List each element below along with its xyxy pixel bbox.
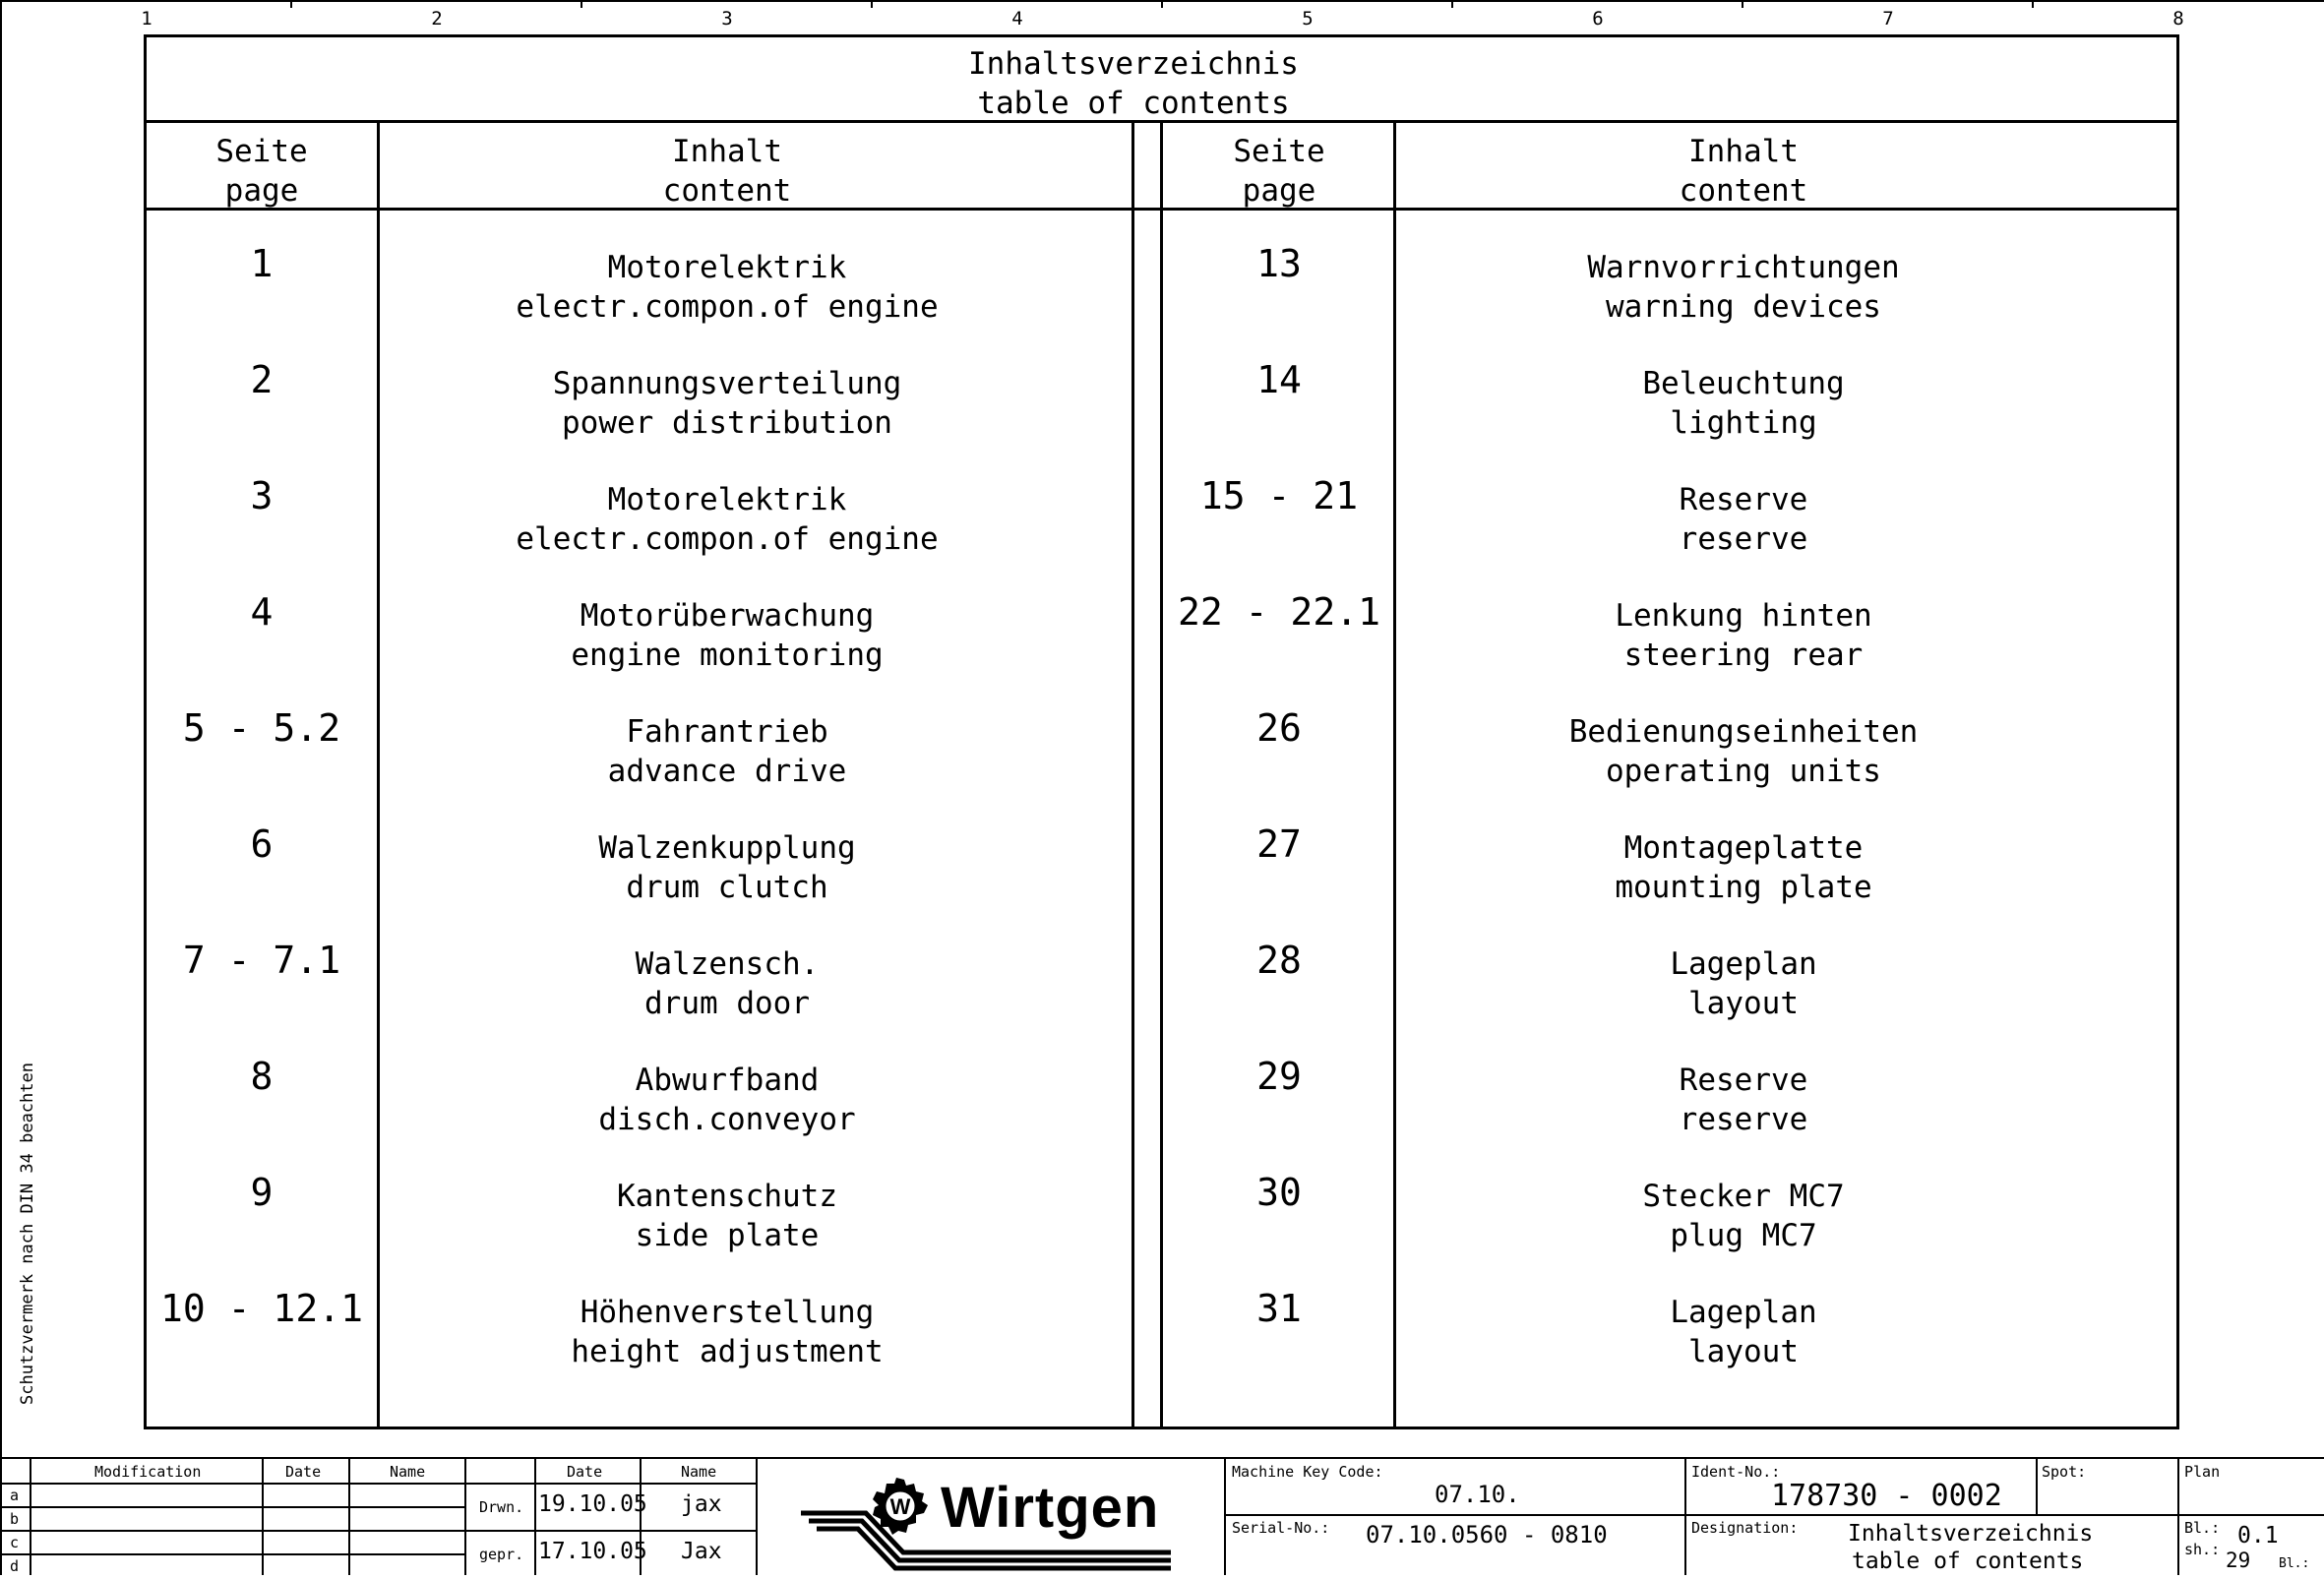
toc-entry-left [608, 712, 847, 791]
approval-header-date: Date [567, 1463, 603, 1481]
toc-entry-right [1642, 1177, 1844, 1255]
header-content-left [663, 132, 792, 211]
toc-entry-de: Fahrantrieb [626, 714, 828, 750]
toc-entry-en: reserve [1679, 1102, 1808, 1137]
column-tick [1742, 0, 1743, 8]
toc-page-right: 13 [1256, 242, 1302, 285]
logo-text: Wirtgen [941, 1476, 1160, 1540]
toc-entry-de: Walzensch. [635, 946, 820, 982]
toc-entry-en: electr.compon.of engine [516, 289, 939, 325]
toc-entry-de: Bedienungseinheiten [1568, 714, 1919, 750]
toc-entry-de: Walzenkupplung [598, 830, 856, 866]
mod-col-line [262, 1459, 264, 1575]
toc-entry-en: advance drive [607, 754, 847, 789]
mod-col-line [534, 1459, 536, 1575]
checked-name: Jax [681, 1539, 722, 1564]
toc-page-right: 31 [1256, 1287, 1302, 1330]
mod-col-line [348, 1459, 350, 1575]
toc-entry-en: plug MC7 [1670, 1218, 1817, 1253]
toc-entry-en: warning devices [1606, 289, 1881, 325]
machine-key-label: Machine Key Code: [1232, 1463, 1383, 1481]
column-number: 7 [1882, 8, 1894, 30]
toc-entry-en: engine monitoring [571, 638, 884, 673]
toc-entry-right [1670, 1293, 1816, 1371]
toc-entry-left [516, 480, 938, 559]
toc-page-left: 8 [250, 1055, 274, 1098]
header-content: content [662, 173, 792, 209]
tb-row-line [1224, 1514, 2324, 1516]
tb-col-line [1684, 1459, 1686, 1575]
toc-entry-right [1680, 480, 1808, 559]
toc-page-left: 9 [250, 1171, 274, 1214]
column-tick [1161, 0, 1163, 8]
toc-entry-en: drum clutch [626, 870, 828, 905]
rev-letter-a: a [10, 1487, 20, 1504]
toc-entry-en: reserve [1679, 521, 1808, 557]
serial-value: 07.10.0560 - 0810 [1366, 1521, 1608, 1549]
toc-entry-en: operating units [1606, 754, 1881, 789]
toc-entry-de: Montageplatte [1623, 830, 1864, 866]
toc-entry-en: layout [1688, 1334, 1799, 1369]
approval-header-name: Name [681, 1463, 717, 1481]
toc-entry-right [1569, 712, 1919, 791]
toc-page-right: 28 [1256, 939, 1302, 982]
header-page-left [215, 132, 307, 211]
toc-page-right: 22 - 22.1 [1178, 590, 1380, 634]
toc-entry-en: steering rear [1623, 638, 1864, 673]
column-tick [1451, 0, 1453, 8]
mod-row-line [0, 1483, 756, 1485]
toc-page-right: 15 - 21 [1199, 474, 1359, 517]
toc-entry-de: Reserve [1679, 482, 1808, 517]
column-number: 4 [1011, 8, 1023, 30]
svg-text:W: W [889, 1494, 911, 1519]
toc-page-left: 2 [250, 358, 274, 401]
bl-label: Bl.: [2184, 1519, 2221, 1537]
wirtgen-logo [797, 1462, 1181, 1575]
column-tick [871, 0, 873, 8]
toc-page-right: 26 [1256, 706, 1302, 750]
toc-entry-left [617, 1177, 837, 1255]
toc-entry-de: Beleuchtung [1642, 366, 1845, 401]
toc-col-divider-4 [1393, 120, 1396, 1429]
mod-col-line [756, 1459, 758, 1575]
toc-entry-en: power distribution [562, 405, 892, 441]
bl-value: 0.1 [2237, 1523, 2279, 1549]
toc-entry-de: Lageplan [1670, 1295, 1817, 1330]
designation-de: Inhaltsverzeichnis [1848, 1521, 2094, 1547]
toc-entry-de: Motorüberwachung [580, 598, 875, 634]
toc-entry-de: Lenkung hinten [1615, 598, 1872, 634]
column-number: 1 [141, 8, 153, 30]
header-page-right [1233, 132, 1324, 211]
column-tick [2032, 0, 2034, 8]
toc-page-right: 30 [1256, 1171, 1302, 1214]
machine-key-value: 07.10. [1435, 1481, 1520, 1508]
toc-entry-en: layout [1688, 986, 1799, 1021]
toc-entry-de: Warnvorrichtungen [1587, 250, 1900, 285]
column-tick [290, 0, 292, 8]
toc-entry-de: Reserve [1679, 1063, 1808, 1098]
drawn-date: 19.10.05 [538, 1491, 647, 1517]
toc-entry-right [1680, 1061, 1808, 1139]
toc-entry-de: Motorelektrik [607, 482, 847, 517]
toc-entry-de: Abwurfband [635, 1063, 820, 1098]
toc-title [968, 44, 1299, 123]
toc-entry-left [598, 1061, 855, 1139]
header-page: page [1242, 173, 1316, 209]
toc-entry-left [571, 596, 883, 675]
toc-col-divider-1 [377, 120, 380, 1429]
header-seite: Seite [215, 134, 308, 169]
toc-page-left: 5 - 5.2 [182, 706, 341, 750]
toc-col-divider-3 [1160, 120, 1163, 1429]
column-number: 5 [1302, 8, 1314, 30]
toc-page-left: 10 - 12.1 [160, 1287, 363, 1330]
header-content: content [1679, 173, 1808, 209]
toc-entry-left [636, 944, 820, 1023]
plan-label: Plan [2184, 1463, 2221, 1481]
mod-col-line [464, 1459, 466, 1575]
toc-entry-en: height adjustment [571, 1334, 884, 1369]
rev-letter-d: d [10, 1557, 20, 1575]
toc-col-divider-2 [1131, 120, 1134, 1429]
toc-entry-de: Stecker MC7 [1642, 1179, 1845, 1214]
ident-label: Ident-No.: [1691, 1463, 1781, 1481]
toc-entry-de: Höhenverstellung [580, 1295, 875, 1330]
header-inhalt: Inhalt [1688, 134, 1799, 169]
toc-entry-de: Lageplan [1670, 946, 1817, 982]
header-content-right [1680, 132, 1808, 211]
toc-entry-right [1642, 364, 1844, 443]
toc-page-left: 1 [250, 242, 274, 285]
toc-entry-right [1670, 944, 1816, 1023]
tb-col-line [2036, 1459, 2038, 1515]
sh-label: sh.: [2184, 1541, 2221, 1558]
toc-entry-en: disch.conveyor [598, 1102, 856, 1137]
toc-entry-left [553, 364, 902, 443]
tb-col-line [1224, 1459, 1226, 1575]
toc-entry-right [1587, 248, 1899, 327]
serial-label: Serial-No.: [1232, 1519, 1330, 1537]
tb-col-line [2177, 1459, 2179, 1575]
toc-page-right: 27 [1256, 822, 1302, 866]
header-seite: Seite [1233, 134, 1325, 169]
toc-entry-de: Kantenschutz [617, 1179, 837, 1214]
checked-label: gepr. [479, 1546, 524, 1563]
rev-letter-b: b [10, 1510, 20, 1528]
designation-en: table of contents [1852, 1549, 2084, 1574]
rev-letter-c: c [10, 1534, 20, 1551]
frame-left [0, 0, 2, 1575]
mod-row-line [0, 1506, 464, 1508]
ident-value: 178730 - 0002 [1771, 1479, 2002, 1513]
mod-header-date: Date [285, 1463, 322, 1481]
drawn-label: Drwn. [479, 1498, 524, 1516]
toc-page-left: 6 [250, 822, 274, 866]
column-number: 3 [721, 8, 733, 30]
mod-row-line [0, 1530, 756, 1532]
drawn-name: jax [681, 1491, 722, 1517]
toc-entry-right [1615, 828, 1871, 907]
mod-header-modification: Modification [94, 1463, 202, 1481]
toc-entry-left [571, 1293, 883, 1371]
mod-row-line [0, 1553, 464, 1555]
toc-page-left: 3 [250, 474, 274, 517]
toc-entry-right [1615, 596, 1871, 675]
sh-value: 29 [2226, 1549, 2251, 1572]
designation-label: Designation: [1691, 1519, 1799, 1537]
toc-entry-de: Motorelektrik [607, 250, 847, 285]
toc-entry-en: electr.compon.of engine [516, 521, 939, 557]
toc-title-de: Inhaltsverzeichnis [968, 46, 1299, 82]
toc-page-left: 7 - 7.1 [182, 939, 341, 982]
mod-col-line [30, 1459, 31, 1575]
header-page: page [224, 173, 299, 209]
header-inhalt: Inhalt [672, 134, 782, 169]
checked-date: 17.10.05 [538, 1539, 647, 1564]
toc-entry-en: drum door [644, 986, 810, 1021]
spot-label: Spot: [2042, 1463, 2087, 1481]
column-number: 8 [2172, 8, 2184, 30]
toc-entry-en: side plate [635, 1218, 820, 1253]
toc-entry-de: Spannungsverteilung [552, 366, 902, 401]
protection-note: Schutzvermerk nach DIN 34 beachten [18, 1063, 37, 1405]
toc-page-right: 29 [1256, 1055, 1302, 1098]
toc-page-right: 14 [1256, 358, 1302, 401]
column-tick [581, 0, 582, 8]
toc-entry-en: mounting plate [1615, 870, 1872, 905]
toc-page-left: 4 [250, 590, 274, 634]
column-number: 2 [431, 8, 443, 30]
bl2-label: Bl.: [2279, 1556, 2310, 1571]
toc-entry-left [598, 828, 855, 907]
toc-entry-en: lighting [1670, 405, 1817, 441]
mod-header-name: Name [390, 1463, 426, 1481]
column-number: 6 [1592, 8, 1604, 30]
toc-entry-left [516, 248, 938, 327]
toc-title-en: table of contents [977, 86, 1290, 121]
